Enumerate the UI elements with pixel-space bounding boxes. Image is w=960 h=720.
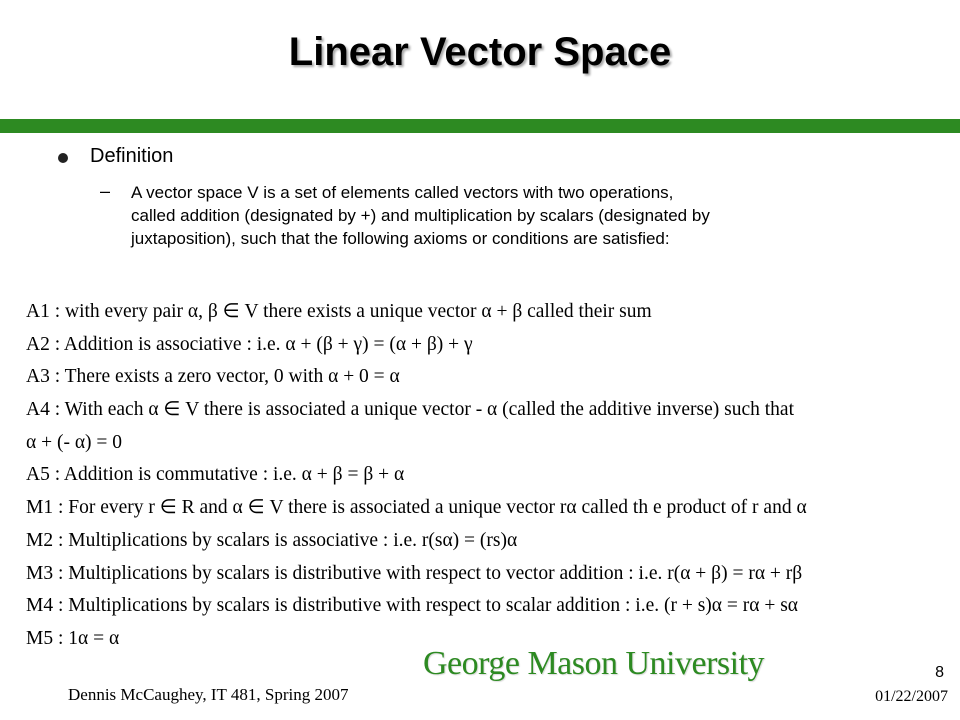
axiom-m5: M5 : 1α = α [26,627,120,649]
footer-date: 01/22/2007 [875,688,948,705]
axiom-a3: A3 : There exists a zero vector, 0 with α + 0 = α [26,366,400,388]
title-divider-bar [0,119,960,133]
definition-line: A vector space V is a set of elements called vectors with two operations, [131,183,674,202]
axiom-a5: A5 : Addition is commutative : i.e. α + β = β + α [26,464,405,486]
definition-text [131,181,851,250]
bullet-dot-icon [58,153,68,163]
axiom-m3: M3 : Multiplications by scalars is distributive with respect to vector addition : i.e. r(α + β) = rα + rβ [26,562,803,584]
sub-bullet-dash: – [100,181,111,201]
page-number: 8 [935,664,944,681]
slide-title: Linear Vector Space [288,30,672,74]
axiom-m4: M4 : Multiplications by scalars is distributive with respect to scalar addition : i.e. (r + s)α = rα + sα [26,595,799,617]
axiom-a1: A1 : with every pair α, β ∈ V there exists a unique vector α + β called their sum [26,301,652,322]
university-logo: George Mason University [423,645,765,682]
axiom-m1: M1 : For every r ∈ R and α ∈ V there is associated a unique vector rα called th e product of r and α [26,497,807,519]
axiom-a4: A4 : With each α ∈ V there is associated a unique vector - α (called the additive inverse) such that [26,399,794,421]
axiom-a2: A2 : Addition is associative : i.e. α + (β + γ) = (α + β) + γ [26,333,473,355]
axiom-list [26,296,956,656]
footer-author-course: Dennis McCaughey, IT 481, Spring 2007 [68,685,349,704]
bullet-label: Definition [90,145,174,167]
definition-line: juxtaposition), such that the following axioms or conditions are satisfied: [131,229,670,248]
definition-line: called addition (designated by +) and multiplication by scalars (designated by [131,206,710,225]
axiom-a4-continued: α + (- α) = 0 [26,431,123,453]
axiom-m2: M2 : Multiplications by scalars is associative : i.e. r(sα) = (rs)α [26,529,518,551]
